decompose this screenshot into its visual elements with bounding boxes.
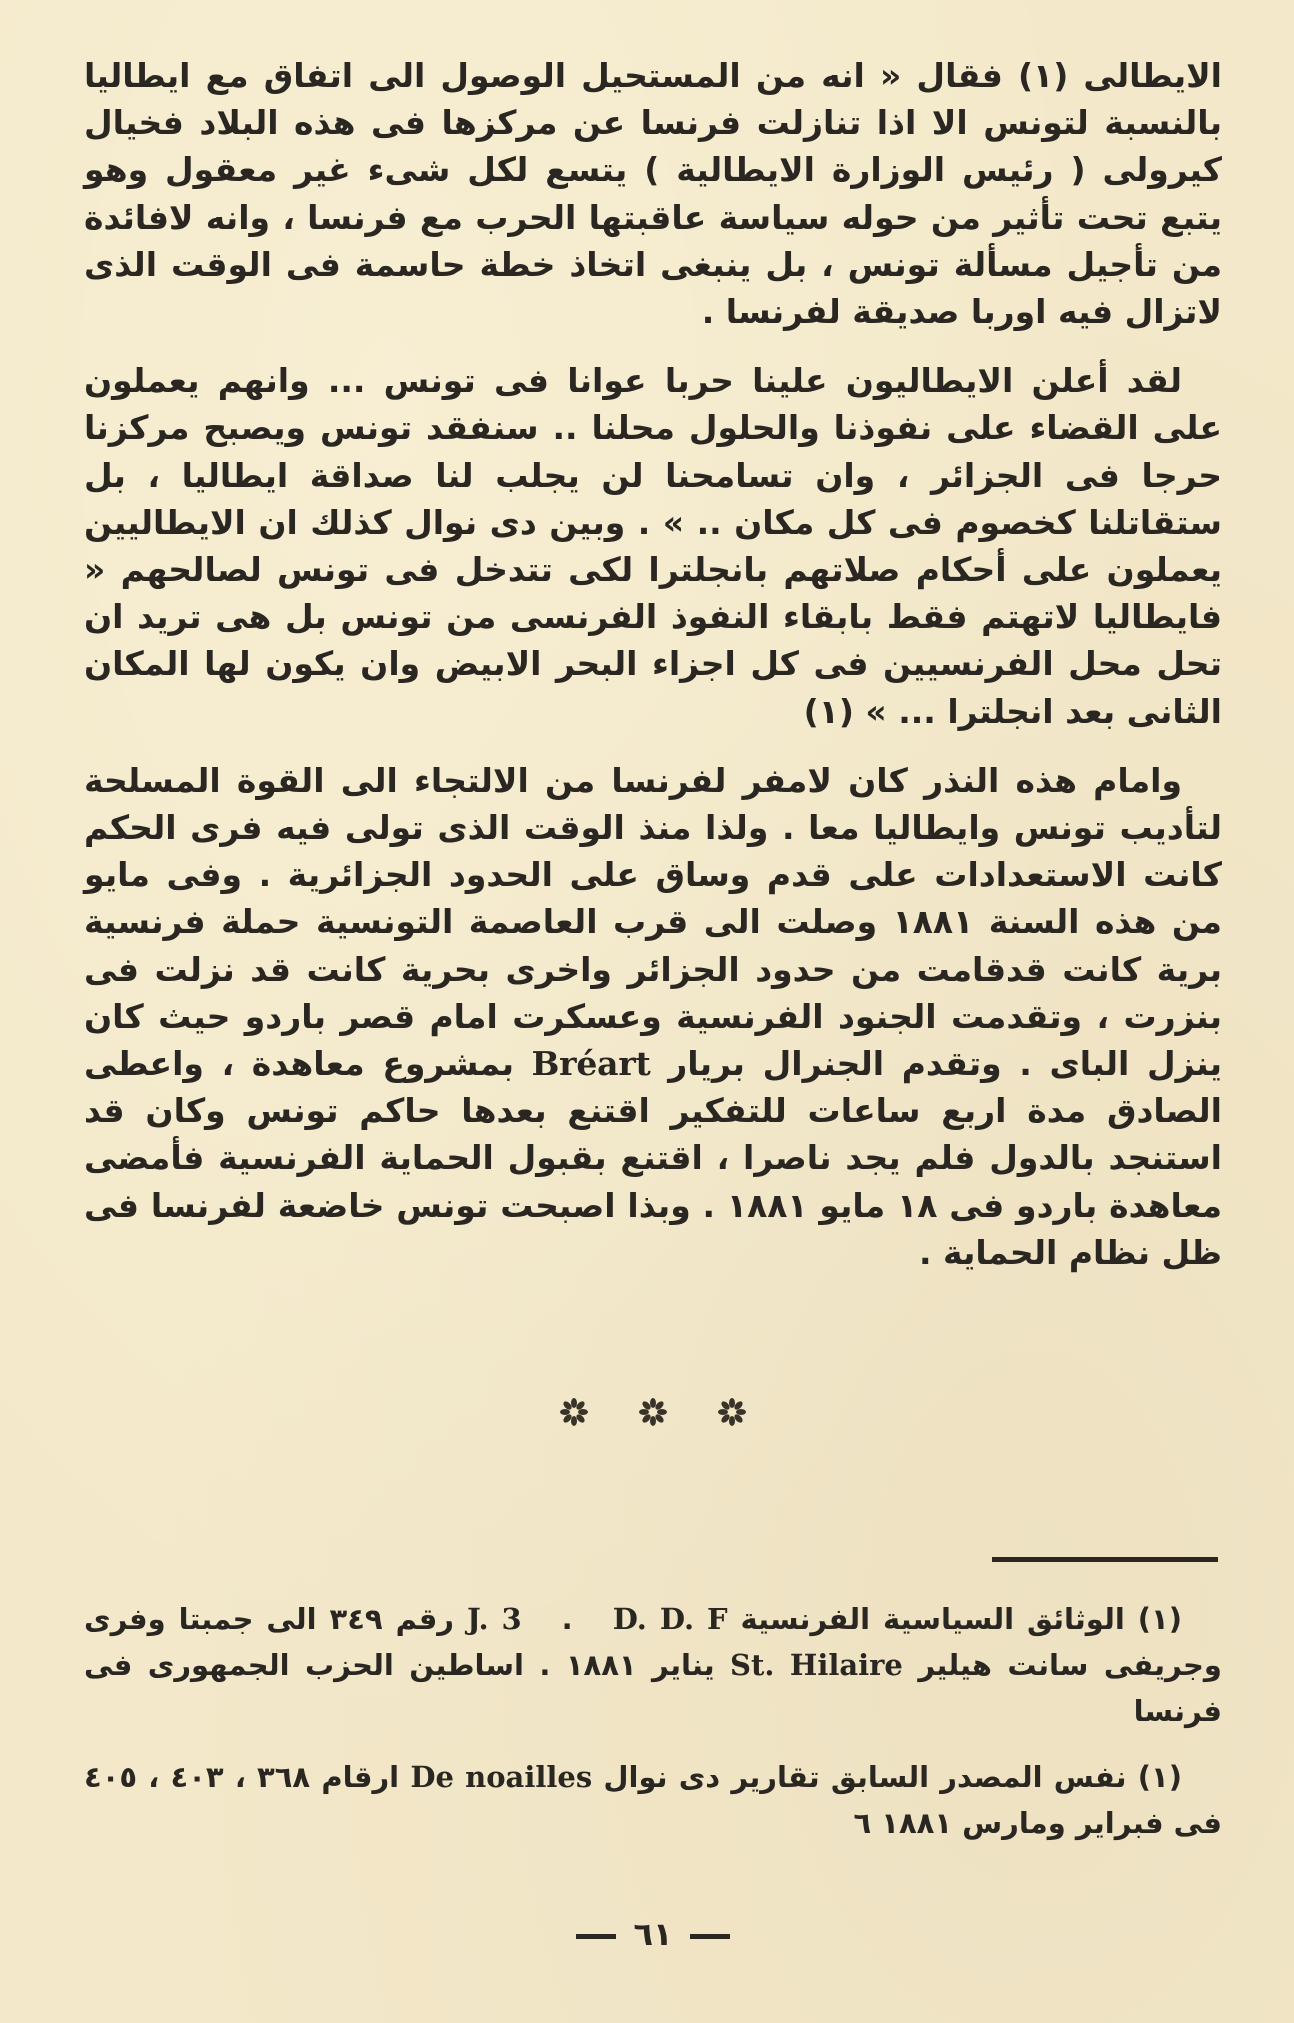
footnote-separator-rule — [992, 1557, 1218, 1562]
footnote-1 — [84, 1596, 1222, 1734]
footnote-2-latin-de-noailles: De noailles — [410, 1760, 593, 1794]
footnote-1-text-d: يناير ١٨٨١ . — [539, 1648, 715, 1682]
footnote-1-text-c: سانت هيلير — [918, 1648, 1089, 1682]
asterism-flower-icon — [559, 1397, 589, 1427]
footnote-1-text-e: اساطين الحزب الجمهورى فى فرنسا — [84, 1648, 1222, 1728]
footnote-1-separator: . — [561, 1602, 573, 1636]
page-number-dash-right — [690, 1934, 730, 1939]
paragraph-2: لقد أعلن الايطاليون علينا حربا عوانا فى تونس ... وانهم يعملون على القضاء على نفوذنا والحلول محلنا .. سنفقد تونس ويصبح مركزنا حرجا فى الجزائر ، وان تسامحنا لن يجلب لنا صداقة ايطاليا ، بل ستقاتلنا كخصوم فى كل مكان .. » . وبين دى نوال كذلك ان الايطاليين يعملون على أحكام صلاتهم بانجلترا لكى تتدخل فى تونس لصالحهم « فايطاليا لاتهتم فقط بابقاء النفوذ الفرنسى من تونس بل هى تريد ان تحل محل الفرنسيين فى كل اجزاء البحر الابيض وان يكون لها المكان الثانى بعد انجلترا ... » (١) — [84, 361, 1222, 731]
footnote-marker: (١) — [1137, 1760, 1182, 1794]
footnote-1-text-b: رقم ٣٤٩ الى جمبتا وفرى وجريفى — [84, 1602, 1222, 1682]
asterism-flower-icon — [638, 1397, 668, 1427]
page-number-dash-left — [576, 1934, 616, 1939]
footnote-marker: (١) — [1137, 1602, 1182, 1636]
paragraph-3-text-a: وامام هذه النذر كان لامفر لفرنسا من الالتجاء الى القوة المسلحة لتأديب تونس وايطاليا معا . ولذا منذ الوقت الذى تولى فيه فرى الحكم كانت الاستعدادات على قدم وساق على الحدود الجزائرية . وفى مايو من هذه السنة ١٨٨١ وصلت الى قرب العاصمة التونسية حملة فرنسية برية كانت قدقامت من حدود الجزائر واخرى بحرية كانت قد نزلت فى بنزرت ، وتقدمت الجنود الفرنسية وعسكرت امام قصر باردو حيث كان ينزل الباى . وتقدم الجنرال بريار — [84, 760, 1222, 1084]
footnote-1-latin-j3: J. 3 — [466, 1602, 522, 1636]
footnote-2-text-b: ارقام ٣٦٨ ، ٤٠٣ ، ٤٠٥ فى فبراير ومارس ١٨٨١ ٦ — [84, 1760, 1222, 1840]
paragraph-3-text-b: بمشروع معاهدة ، واعطى الصادق مدة اربع ساعات للتفكير اقتنع بعدها حاكم تونس وكان قد استنجد بالدول فلم يجد ناصرا ، اقتنع بقبول الحماية الفرنسية فأمضى معاهدة باردو فى ١٨ مايو ١٨٨١ . وبذا اصبحت تونس خاضعة لفرنسا فى ظل نظام الحماية . — [84, 1044, 1222, 1272]
footnote-1-latin-st-hilaire: St. Hilaire — [730, 1648, 903, 1682]
latin-name-breart: Bréart — [531, 1044, 651, 1084]
main-body-text — [84, 52, 1222, 1276]
asterism-flower-icon — [717, 1397, 747, 1427]
paragraph-1: الايطالى (١) فقال « انه من المستحيل الوصول الى اتفاق مع ايطاليا بالنسبة لتونس الا اذا تنازلت فرنسا عن مركزها فى هذه البلاد فخيال كيرولى ( رئيس الوزارة الايطالية ) يتسع لكل شىء غير معقول وهو يتبع تحت تأثير من حوله سياسة عاقبتها الحرب مع فرنسا ، وانه لافائدة من تأجيل مسألة تونس ، بل ينبغى اتخاذ خطة حاسمة فى الوقت الذى لاتزال فيه اوربا صديقة لفرنسا . — [84, 56, 1222, 332]
page-number-value: ٦١ — [633, 1915, 673, 1953]
footnote-1-text-a: الوثائق السياسية الفرنسية — [740, 1602, 1125, 1636]
footnote-2-text-a: نفس المصدر السابق تقارير دى نوال — [603, 1760, 1127, 1794]
footnotes — [84, 1596, 1222, 1846]
paragraph-3 — [84, 757, 1222, 1276]
footnote-1-latin-ddf: D. D. F — [612, 1602, 728, 1636]
footnote-2 — [84, 1754, 1222, 1846]
section-break-ornament — [84, 1390, 1222, 1430]
page-number — [84, 1915, 1222, 1953]
